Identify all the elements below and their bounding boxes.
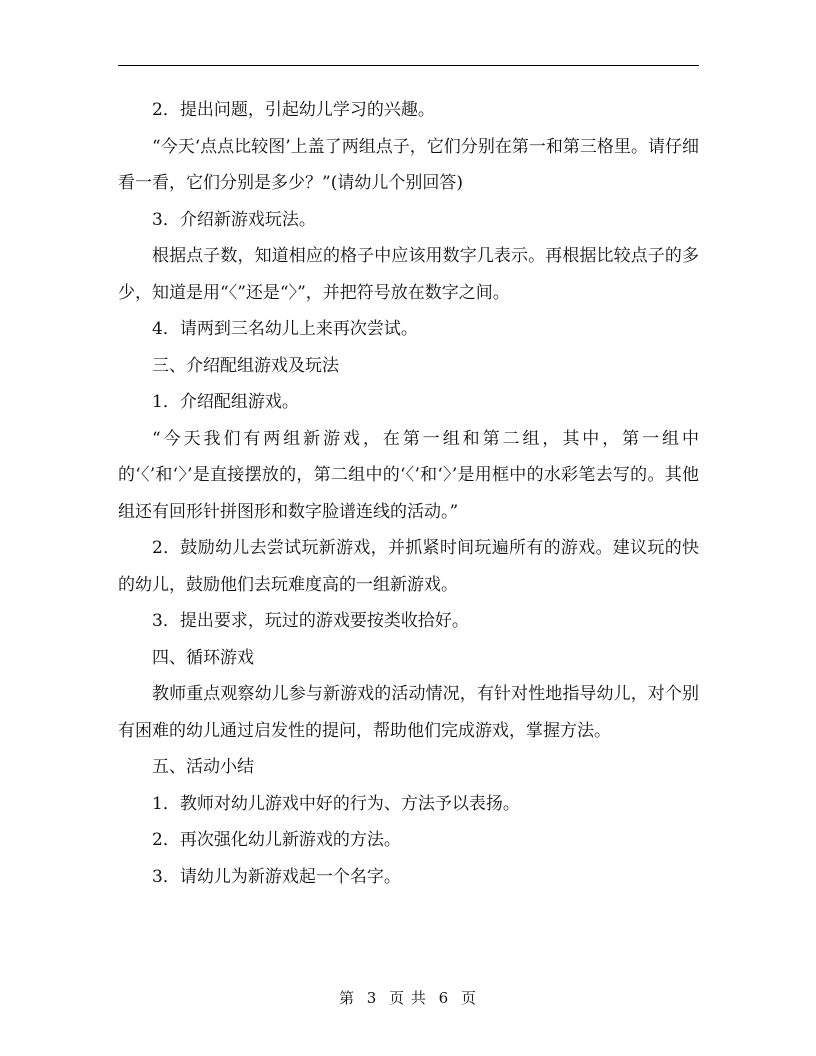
paragraph: 2．提出问题，引起幼儿学习的兴趣。: [152, 100, 435, 120]
section-heading: 五、活动小结: [152, 757, 254, 777]
total-pages-number: 6: [438, 989, 450, 1007]
footer-prefix: 第: [338, 989, 355, 1007]
footer-suffix: 页: [461, 989, 478, 1007]
paragraph: 2．鼓励幼儿去尝试玩新游戏，并抓紧时间玩遍所有的游戏。建议玩的快的幼儿，鼓励他们去玩难度高的一组新游戏。: [118, 538, 699, 595]
paragraph: “今天‘点点比较图’上盖了两组点子，它们分别在第一和第三格里。请仔细看一看，它们分别是多少？”(请幼儿个别回答): [118, 136, 699, 193]
paragraph: 3．介绍新游戏玩法。: [152, 209, 316, 230]
footer-middle: 页 共: [389, 989, 427, 1007]
paragraph: 1．介绍配组游戏。: [152, 392, 299, 412]
paragraph: 根据点子数，知道相应的格子中应该用数字几表示。再根据比较点子的多少，知道是用“〈”还是“〉”，并把符号放在数字之间。: [118, 246, 699, 303]
paragraph: 1．教师对幼儿游戏中好的行为、方法予以表扬。: [152, 793, 520, 814]
header-rule: [118, 65, 699, 66]
section-heading: 四、循环游戏: [152, 647, 254, 668]
paragraph: 2．再次强化幼儿新游戏的方法。: [152, 830, 401, 850]
paragraph: 3．请幼儿为新游戏起一个名字。: [152, 866, 401, 887]
document-body: [118, 92, 699, 895]
paragraph: 教师重点观察幼儿参与新游戏的活动情况，有针对性地指导幼儿，对个别有困难的幼儿通过启发性的提问，帮助他们完成游戏，掌握方法。: [118, 684, 699, 741]
page-footer: [0, 988, 816, 1008]
section-heading: 三、介绍配组游戏及玩法: [152, 355, 339, 376]
paragraph: 4．请两到三名幼儿上来再次尝试。: [152, 319, 418, 339]
paragraph: “今天我们有两组新游戏，在第一组和第二组，其中，第一组中的‘〈’和‘〉’是直接摆放的，第二组中的‘〈’和‘〉’是用框中的水彩笔去写的。其他组还有回形针拼图形和数字脸谱连线的活动。”: [118, 428, 699, 522]
paragraph: 3．提出要求，玩过的游戏要按类收拾好。: [152, 611, 469, 631]
current-page-number: 3: [366, 989, 378, 1007]
